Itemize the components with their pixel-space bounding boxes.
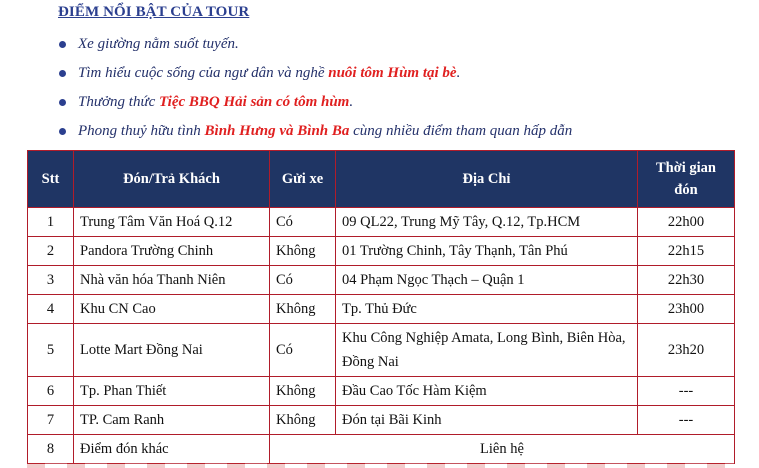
table-row	[28, 377, 735, 406]
cell-pickup: Tp. Phan Thiết	[74, 377, 270, 406]
cell-pickup: Lotte Mart Đồng Nai	[74, 324, 270, 377]
cell-stt: 6	[28, 377, 74, 406]
cell-stt: 8	[28, 435, 74, 464]
cell-address: Đầu Cao Tốc Hàm Kiệm	[336, 377, 638, 406]
highlight-text: Tìm hiểu cuộc sống của ngư dân và nghề	[78, 65, 329, 81]
cell-parking: Không	[270, 377, 336, 406]
table-row	[28, 406, 735, 435]
header-parking: Gửi xe	[270, 151, 336, 208]
highlight-text-end: cùng nhiều điểm tham quan hấp dẫn	[349, 123, 573, 139]
header-time-line1: Thời gian	[655, 160, 716, 176]
cell-parking: Có	[270, 324, 336, 377]
cell-pickup: Trung Tâm Văn Hoá Q.12	[74, 208, 270, 237]
cell-time: 23h20	[638, 324, 735, 377]
pickup-schedule-table	[27, 150, 735, 464]
cell-parking: Có	[270, 208, 336, 237]
cell-time: 22h30	[638, 266, 735, 295]
table-row	[28, 324, 735, 377]
cropped-text-fragment	[27, 463, 734, 468]
highlight-item	[58, 59, 572, 88]
cell-stt: 4	[28, 295, 74, 324]
cell-address: 01 Trường Chinh, Tây Thạnh, Tân Phú	[336, 237, 638, 266]
highlight-item	[58, 117, 572, 146]
cell-parking: Không	[270, 237, 336, 266]
table-row	[28, 295, 735, 324]
cell-pickup: Điểm đón khác	[74, 435, 270, 464]
highlight-item	[58, 88, 572, 117]
header-stt: Stt	[28, 151, 74, 208]
cell-pickup: Nhà văn hóa Thanh Niên	[74, 266, 270, 295]
cell-address: 09 QL22, Trung Mỹ Tây, Q.12, Tp.HCM	[336, 208, 638, 237]
table-row	[28, 237, 735, 266]
cell-pickup: TP. Cam Ranh	[74, 406, 270, 435]
highlight-emphasis: Bình Hưng và Bình Ba	[204, 123, 350, 139]
cell-stt: 5	[28, 324, 74, 377]
cell-parking: Không	[270, 295, 336, 324]
tour-highlights-heading: ĐIỂM NỔI BẬT CỦA TOUR	[58, 4, 250, 20]
cell-time: 22h15	[638, 237, 735, 266]
highlight-emphasis: Tiệc BBQ Hải sản có tôm hùm	[159, 94, 350, 110]
cell-contact: Liên hệ	[270, 435, 735, 464]
cell-address: Đón tại Bãi Kinh	[336, 406, 638, 435]
cell-stt: 3	[28, 266, 74, 295]
cell-time: ---	[638, 406, 735, 435]
cell-address: Khu Công Nghiệp Amata, Long Bình, Biên Hòa, Đồng Nai	[336, 324, 638, 377]
header-pickup: Đón/Trả Khách	[74, 151, 270, 208]
bullet-dot-icon	[59, 70, 66, 77]
table-header-row	[28, 151, 735, 208]
highlight-list	[58, 30, 572, 146]
highlight-item	[58, 30, 572, 59]
cell-time: ---	[638, 377, 735, 406]
highlight-text-end: .	[349, 94, 354, 110]
header-address: Địa Chỉ	[336, 151, 638, 208]
cell-pickup: Khu CN Cao	[74, 295, 270, 324]
header-time-line2: đón	[674, 182, 698, 198]
bullet-dot-icon	[59, 41, 66, 48]
cell-address: Tp. Thủ Đức	[336, 295, 638, 324]
cell-pickup: Pandora Trường Chinh	[74, 237, 270, 266]
bullet-dot-icon	[59, 128, 66, 135]
highlight-text: Xe giường nằm suốt tuyến.	[78, 36, 239, 52]
table-row	[28, 266, 735, 295]
cell-stt: 7	[28, 406, 74, 435]
cell-time: 22h00	[638, 208, 735, 237]
cell-parking: Không	[270, 406, 336, 435]
highlight-emphasis: nuôi tôm Hùm tại bè	[328, 65, 457, 81]
cell-time: 23h00	[638, 295, 735, 324]
table-row	[28, 208, 735, 237]
highlight-text: Thưởng thức	[78, 94, 160, 110]
table-row-other	[28, 435, 735, 464]
cell-address: 04 Phạm Ngọc Thạch – Quận 1	[336, 266, 638, 295]
cell-stt: 1	[28, 208, 74, 237]
bullet-dot-icon	[59, 99, 66, 106]
highlight-text-end: .	[456, 65, 461, 81]
highlight-text: Phong thuỷ hữu tình	[78, 123, 205, 139]
header-time	[638, 151, 735, 208]
cell-parking: Có	[270, 266, 336, 295]
cell-stt: 2	[28, 237, 74, 266]
